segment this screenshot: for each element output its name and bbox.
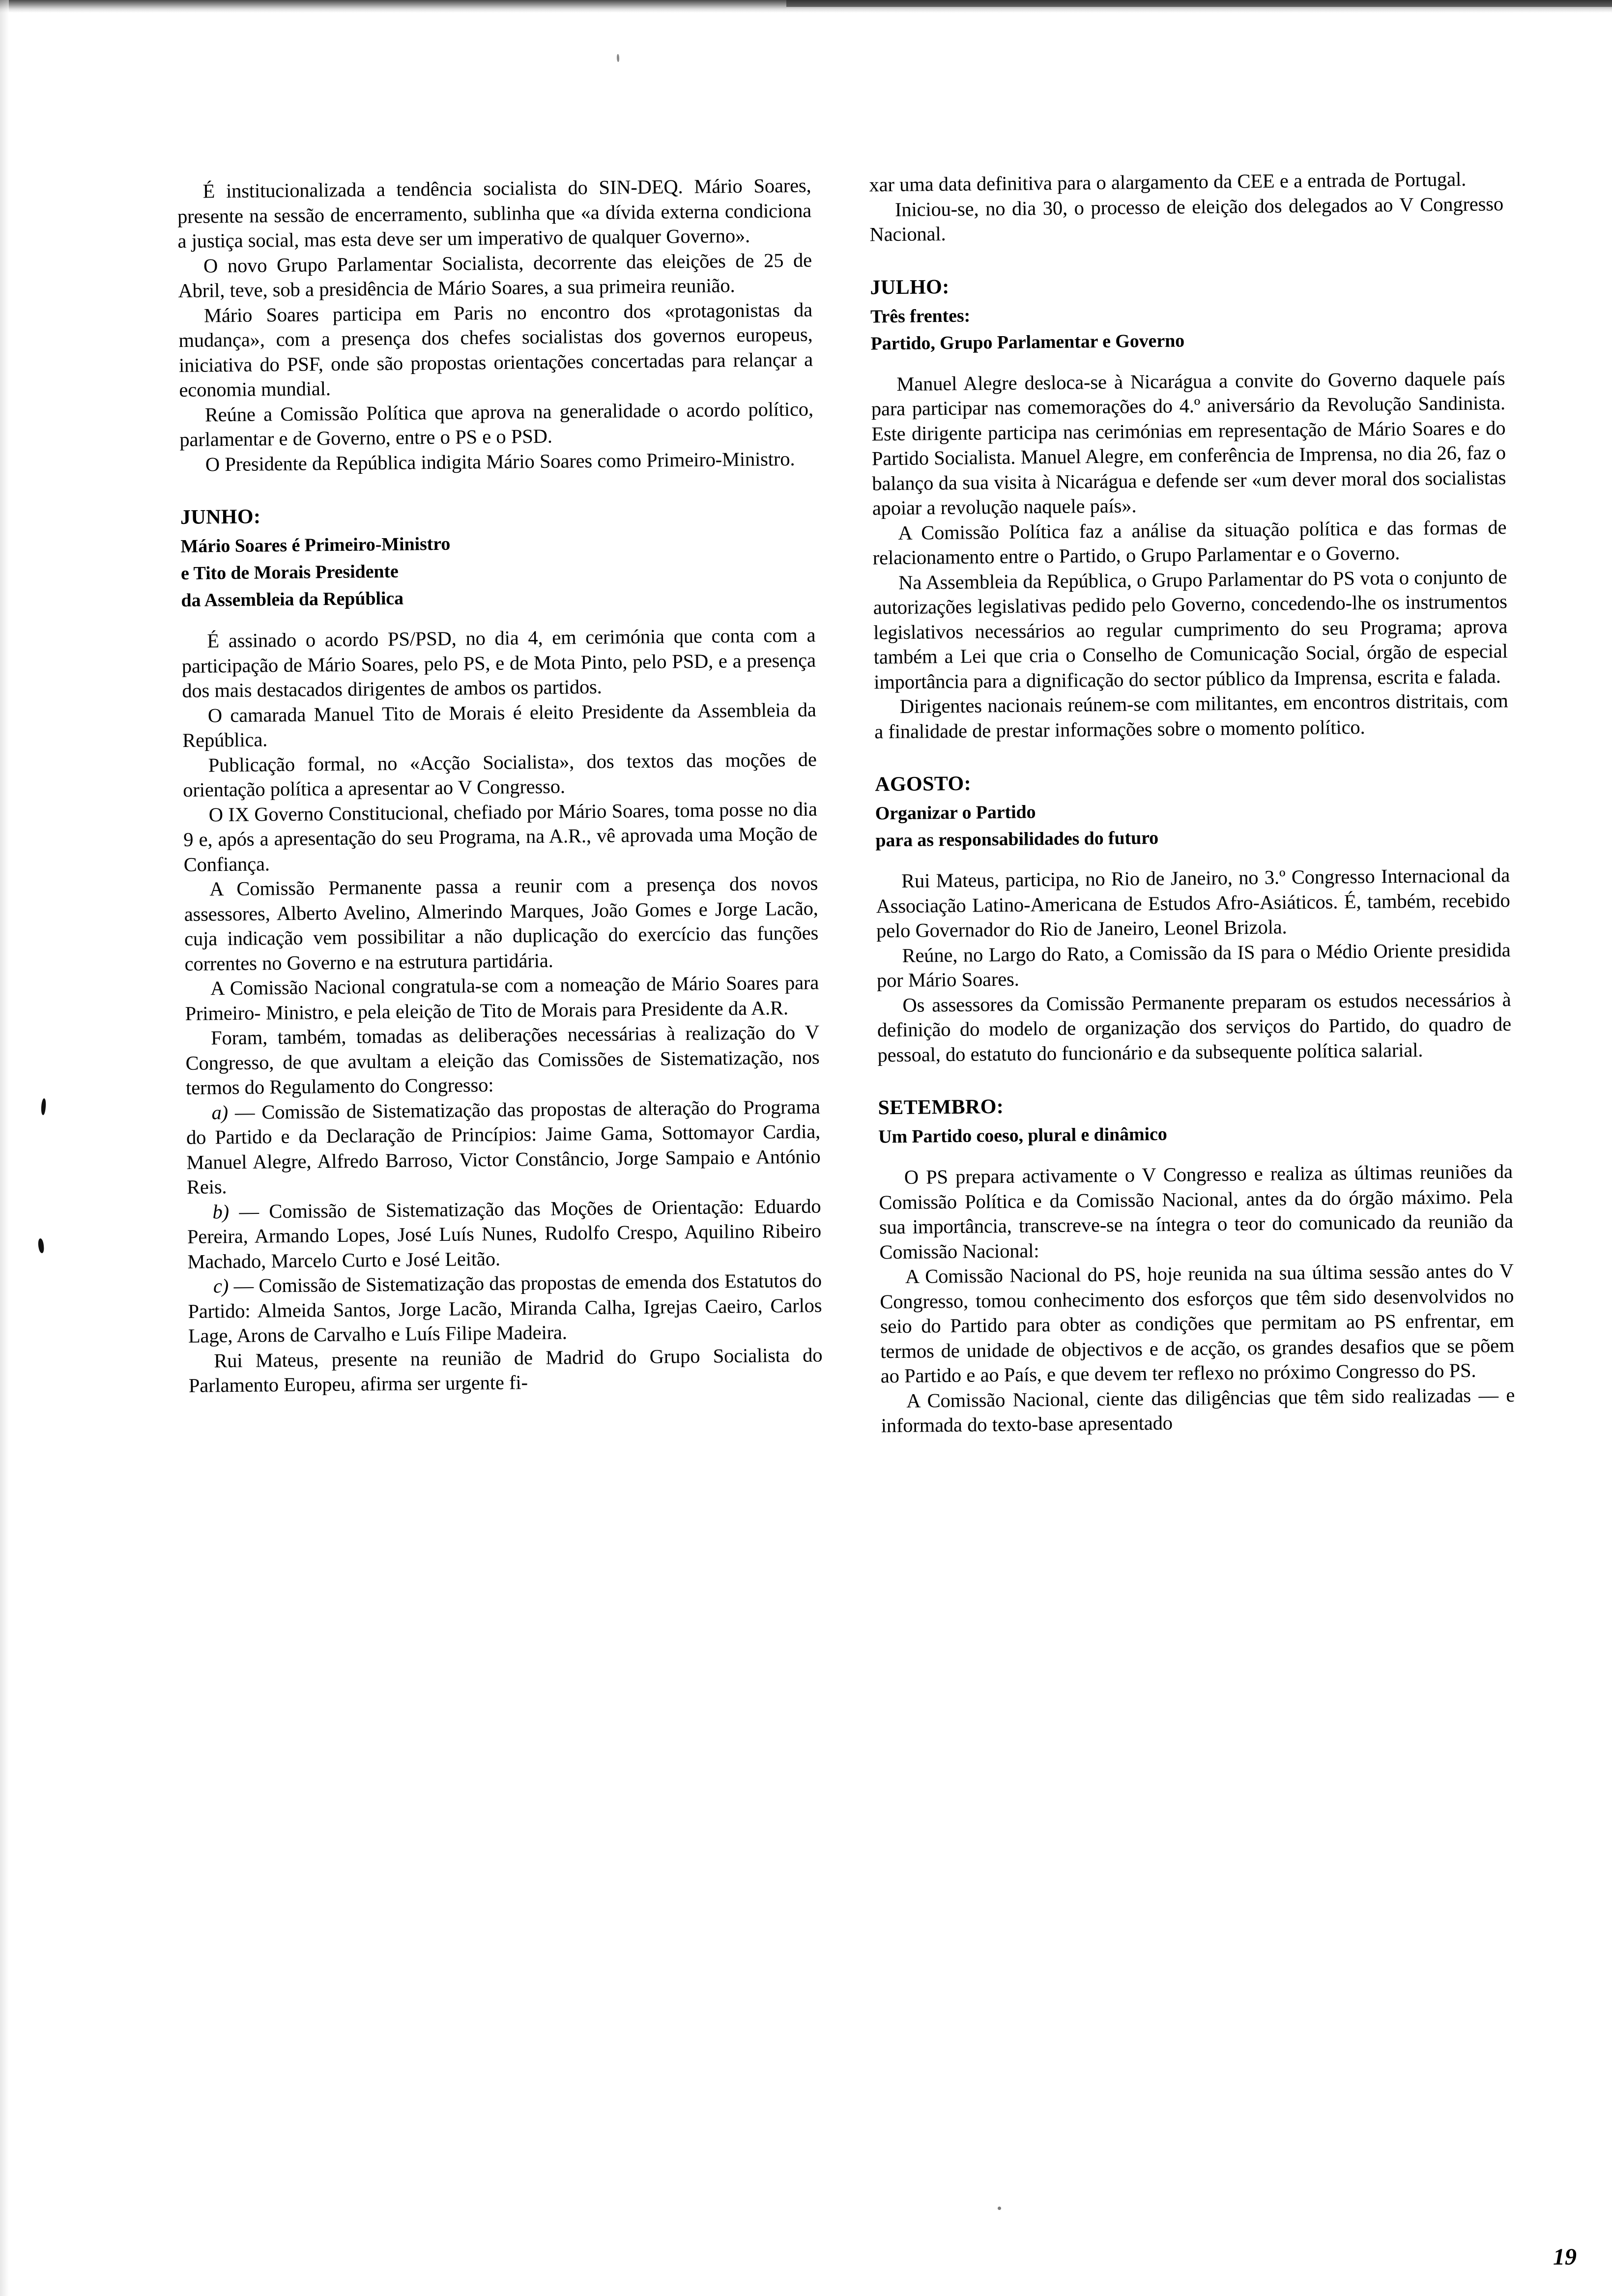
paragraph: Reúne, no Largo do Rato, a Comissão da IS para o Médio Oriente presidida por Mário Soares. bbox=[876, 938, 1511, 992]
right-column bbox=[869, 167, 1515, 1438]
list-marker: a) bbox=[211, 1101, 229, 1123]
month-heading-junho: JUNHO: bbox=[180, 505, 261, 529]
paragraph: O novo Grupo Parlamentar Socialista, decorrente das eleições de 25 de Abril, teve, sob a presidência de Mário Soares, a sua primeira reunião. bbox=[178, 249, 812, 302]
paragraph: Publicação formal, no «Acção Socialista», dos textos das moções de orientação política a apresentar ao V Congresso. bbox=[183, 748, 817, 801]
two-column-layout bbox=[177, 167, 1516, 1445]
paragraph: Foram, também, tomadas as deliberações necessárias à realização do V Congresso, de que avultam a eleição das Comissões de Sistematização, nos termos do Regulamento do Congresso: bbox=[185, 1021, 820, 1099]
subheading-line: Um Partido coeso, plural e dinâmico bbox=[878, 1123, 1167, 1148]
paragraph: Mário Soares participa em Paris no encontro dos «protagonistas da mudança», com a presença dos chefes socialistas dos governos europeus, iniciativa do PSF, onde são propostas orientações concertadas para relançar a economia mundial. bbox=[178, 298, 813, 401]
paragraph-continued: xar uma data definitiva para o alargamento da CEE e a entrada de Portugal. bbox=[869, 168, 1467, 196]
paragraph: Reúne a Comissão Política que aprova na generalidade o acordo político, parlamentar e de Governo, entre o PS e o PSD. bbox=[179, 398, 814, 451]
month-heading-julho: JULHO: bbox=[870, 275, 950, 299]
list-item-text: — Comissão de Sistematização das Moções de Orientação: Eduardo Pereira, Armando Lopes, José Luís Nunes, Rudolfo Crespo, Aquilino Ribeiro Machado, Marcelo Curto e José Leitão. bbox=[187, 1195, 822, 1273]
paragraph: O Presidente da República indigita Mário Soares como Primeiro-Ministro. bbox=[205, 447, 795, 475]
paragraph: A Comissão Permanente passa a reunir com a presença dos novos assessores, Alberto Avelino, Almerindo Marques, João Gomes e Jorge Lacão, cuja indicação vem possibilitar a não duplicação do exercício das funções correntes no Governo e na estrutura partidária. bbox=[184, 872, 819, 975]
paragraph: Os assessores da Comissão Permanente preparam os estudos necessários à definição do modelo de organização dos serviços do Partido, do quadro de pessoal, do estatuto do funcionário e da subsequente política salarial. bbox=[877, 988, 1512, 1066]
paragraph: Rui Mateus, participa, no Rio de Janeiro, no 3.º Congresso Internacional da Associação Latino-Americana de Estudos Afro-Asiáticos. É, também, recebido pelo Governador do Rio de Janeiro, Leonel Brizola. bbox=[876, 864, 1510, 942]
page-content bbox=[177, 167, 1523, 2155]
subheading-line: Organizar o Partido bbox=[875, 802, 1036, 824]
paragraph: A Comissão Política faz a análise da situação política e das formas de relacionamento entre o Partido, o Grupo Parlamentar e o Governo. bbox=[872, 516, 1507, 569]
scan-speck bbox=[38, 1238, 44, 1254]
paragraph: O IX Governo Constitucional, chefiado por Mário Soares, toma posse no dia 9 e, após a apresentação do seu Programa, na A.R., vê aprovada uma Moção de Confiança. bbox=[183, 798, 818, 876]
paragraph: Rui Mateus, presente na reunião de Madrid do Grupo Socialista do Parlamento Europeu, afirma ser urgente fi- bbox=[188, 1344, 823, 1397]
list-item-text: — Comissão de Sistematização das propostas de emenda dos Estatutos do Partido: Almeida Santos, Jorge Lacão, Miranda Calha, Igrejas Caeiro, Carlos Lage, Arons de Carvalho e Luís Filipe Madeira. bbox=[188, 1269, 822, 1347]
subheading-line: Partido, Grupo Parlamentar e Governo bbox=[870, 330, 1185, 354]
paragraph: Dirigentes nacionais reúnem-se com militantes, em encontros distritais, com a finalidade de prestar informações sobre o momento político. bbox=[874, 689, 1508, 743]
page-number: 19 bbox=[1553, 2244, 1577, 2270]
subheading-line: Três frentes: bbox=[870, 305, 971, 327]
scan-left-shadow bbox=[0, 0, 9, 2296]
paragraph: A Comissão Nacional do PS, hoje reunida na sua última sessão antes do V Congresso, tomou conhecimento dos esforços que têm sido desenvolvidos no seio do Partido para obter as condições que permitam ao PS enfrentar, em termos de unidade de objectivos e de acção, os grandes desafios que se põem ao Partido e ao País, e que devem ter reflexo no próximo Congresso do PS. bbox=[880, 1259, 1515, 1387]
paragraph: A Comissão Nacional congratula-se com a nomeação de Mário Soares para Primeiro- Ministro, e pela eleição de Tito de Morais para Presidente da A.R. bbox=[185, 971, 819, 1025]
scan-speck bbox=[998, 2207, 1001, 2210]
paragraph: Iniciou-se, no dia 30, o processo de eleição dos delegados ao V Congresso Nacional. bbox=[869, 192, 1504, 246]
subheading-line: Mário Soares é Primeiro-Ministro bbox=[180, 533, 451, 557]
paragraph: Na Assembleia da República, o Grupo Parlamentar do PS vota o conjunto de autorizações legislativas pedido pelo Governo, concedendo-lhe os instrumentos legislativos necessários ao regular cumprimento do seu Programa; aprova também a Lei que cria o Conselho de Comunicação Social, órgão de especial importância para a dignificação do sector público da Imprensa, escrita e falada. bbox=[873, 565, 1508, 693]
paragraph: Manuel Alegre desloca-se à Nicarágua a convite do Governo daquele país para participar nas comemorações do 4.º aniversário da Revolução Sandinista. Este dirigente participa nas cerimónias em representação de Mário Soares e do Partido Socialista. Manuel Alegre, em conferência de Imprensa, no dia 26, faz o balanço da sua visita à Nicarágua e defende ser «um dever moral dos socialistas apoiar a revolução naquele país». bbox=[871, 367, 1506, 519]
month-heading-agosto: AGOSTO: bbox=[875, 772, 972, 796]
scan-speck bbox=[40, 1098, 47, 1116]
list-item bbox=[188, 1268, 822, 1349]
subheading-line: e Tito de Morais Presidente bbox=[180, 561, 399, 584]
paragraph: É institucionalizada a tendência socialista do SIN-DEQ. Mário Soares, presente na sessão de encerramento, sublinha que «a dívida externa condiciona a justiça social, mas esta deve ser um imperativo de qualquer Governo». bbox=[177, 174, 812, 252]
scan-top-shadow-dark bbox=[786, 0, 1612, 7]
list-item bbox=[187, 1194, 821, 1274]
list-item-text: — Comissão de Sistematização das propostas de alteração do Programa do Partido e da Declaração de Princípios: Jaime Gama, Sottomayor Cardia, Manuel Alegre, Alfredo Barroso, Victor Constâncio, Jorge Sampaio e António Reis. bbox=[186, 1095, 821, 1198]
month-heading-setembro: SETEMBRO: bbox=[878, 1095, 1004, 1119]
list-marker: b) bbox=[212, 1200, 230, 1223]
paragraph: O camarada Manuel Tito de Morais é eleito Presidente da Assembleia da República. bbox=[182, 698, 816, 751]
left-column bbox=[177, 173, 823, 1399]
paragraph: O PS prepara activamente o V Congresso e realiza as últimas reuniões da Comissão Política e da Comissão Nacional, antes da do órgão máximo. Pela sua importância, transcreve-se na íntegra o teor do comunicado da reunião da Comissão Nacional: bbox=[879, 1160, 1514, 1263]
scan-speck bbox=[617, 54, 619, 62]
subheading-line: da Assembleia da República bbox=[181, 588, 404, 611]
paragraph: É assinado o acordo PS/PSD, no dia 4, em cerimónia que conta com a participação de Mário Soares, pelo PS, e de Mota Pinto, pelo PSD, e a presença dos mais destacados dirigentes de ambos os partidos. bbox=[181, 624, 816, 702]
list-item bbox=[186, 1094, 821, 1200]
subheading-line: para as responsabilidades do futuro bbox=[875, 827, 1159, 851]
paragraph: A Comissão Nacional, ciente das diligências que têm sido realizadas — e informada do texto-base apresentado bbox=[881, 1383, 1515, 1437]
list-marker: c) bbox=[213, 1275, 229, 1297]
